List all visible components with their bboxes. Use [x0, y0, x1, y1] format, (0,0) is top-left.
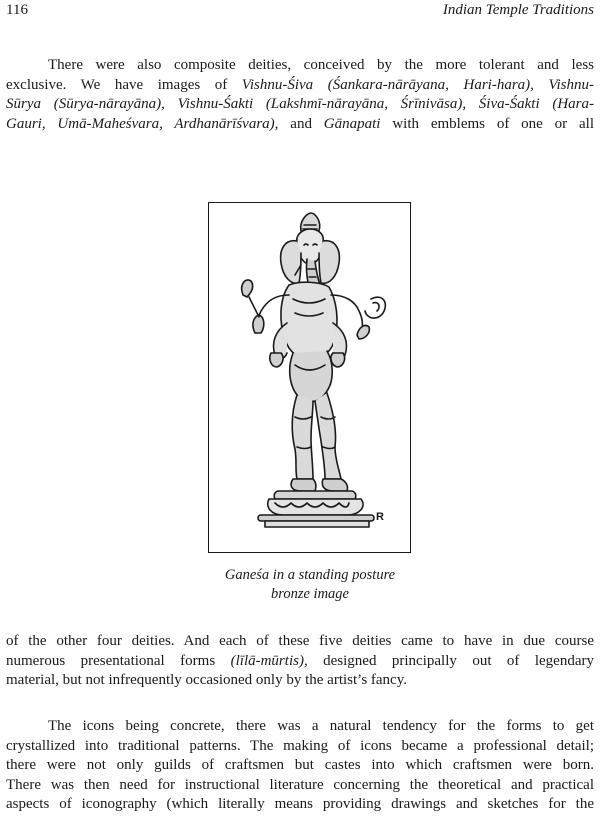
text-line: exclusive. We have images of Vishnu-Śiva (Śankara-nārāyana, Hari-hara), Vishnu-	[6, 76, 594, 93]
text-line: aspects of iconography (which literally means providing drawings and sketches for the	[6, 796, 594, 812]
paragraph-composite-deities	[6, 56, 594, 134]
paragraph-icons-concrete	[6, 717, 594, 815]
text-line: The icons being concrete, there was a natural tendency for the forms to get	[48, 718, 594, 734]
text-line: material, but not infrequently occasioned only by the artist’s fancy.	[6, 672, 407, 688]
running-head: Indian Temple Traditions	[442, 2, 594, 18]
text-line: Sūrya (Sūrya-nārayāna), Vishnu-Śakti (Lakshmī-nārayāna, Śrīnivāsa), Śiva-Śakti (Hara-	[6, 96, 594, 112]
ganesa-bronze-figure-icon	[209, 203, 409, 551]
figure-caption	[150, 566, 470, 604]
caption-line: Ganeśa in a standing posture	[224, 567, 396, 583]
text-line: crystallized into traditional patterns. The making of icons became a professional detail;	[6, 737, 594, 754]
text-line: there were not only guilds of craftsmen but castes into which craftsmen were born.	[6, 757, 594, 773]
paragraph-presentational-forms	[6, 632, 594, 691]
text-line: numerous presentational forms (līlā-mūrtis), designed principally out of legendary	[6, 652, 594, 669]
figure-ganesa-illustration	[208, 202, 411, 553]
text-line: of the other four deities. And each of these five deities came to have in due course	[6, 633, 594, 649]
text-line: There were also composite deities, conceived by the more tolerant and less	[48, 57, 594, 73]
caption-line: bronze image	[271, 586, 349, 602]
text-line: Gauri, Umā-Maheśvara, Ardhanārīśvara), and Gānapati with emblems of one or all	[6, 115, 594, 132]
page-header	[6, 2, 594, 22]
page-number: 116	[6, 2, 28, 18]
artist-signature: R	[376, 511, 384, 523]
text-line: There was then need for instructional literature concerning the theoretical and practical	[6, 776, 594, 793]
